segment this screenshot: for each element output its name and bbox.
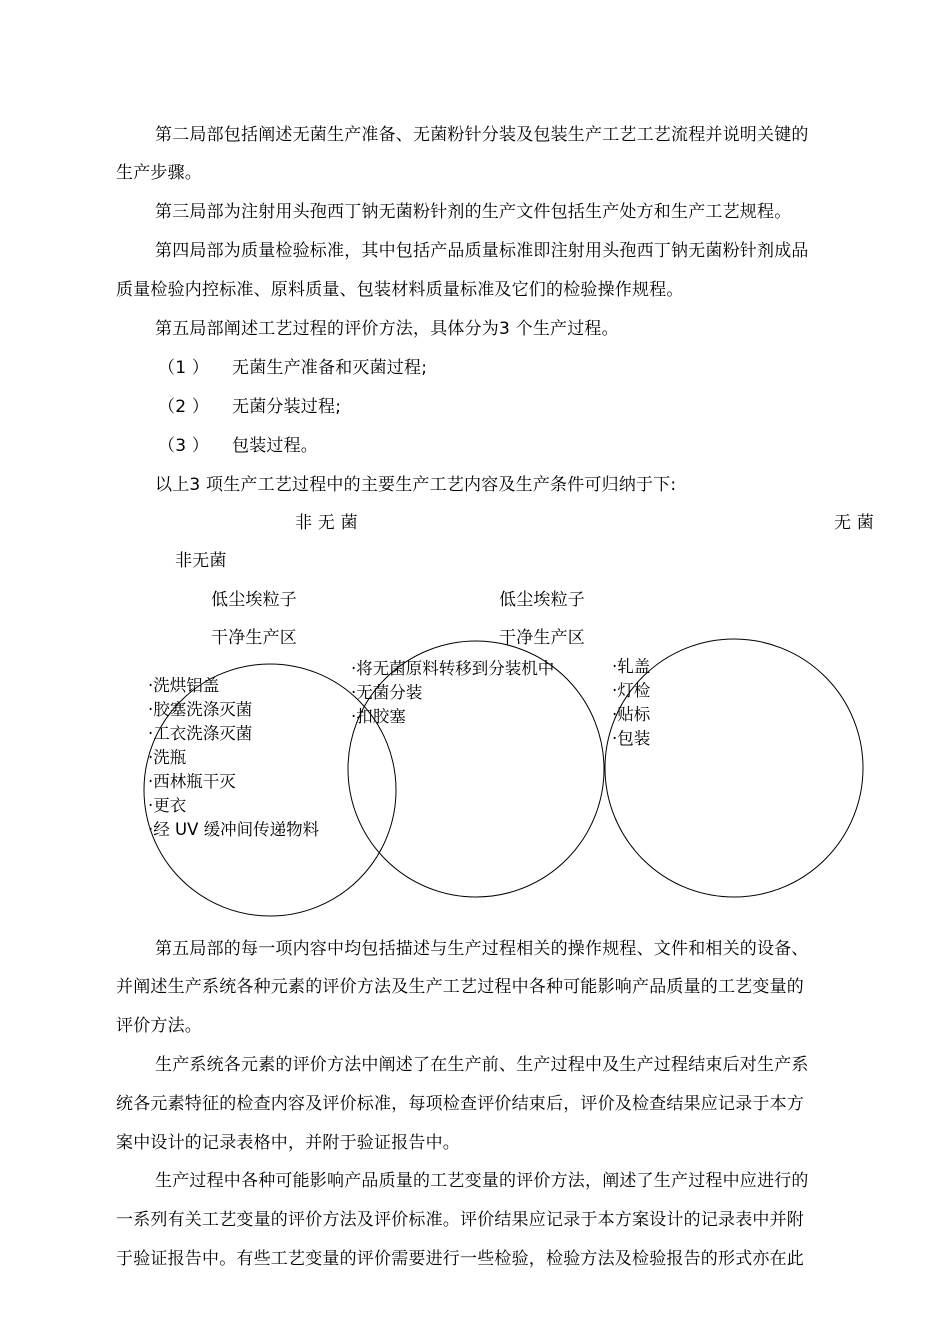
paragraph-8-line-3: 于验证报告中。有些工艺变量的评价需要进行一些检验，检验方法及检验报告的形式亦在此 [116,1249,804,1269]
paragraph-5-line-1: 第五局部阐述工艺过程的评价方法，具体分为3 个生产过程。 [155,319,619,339]
circle1-item: ·更衣 [148,796,187,815]
paragraph-7-line-3: 案中设计的记录表格中，并附于验证报告中。 [116,1133,460,1153]
paragraph-3-line-1: 第三局部为注射用头孢西丁钠无菌粉针剂的生产文件包括生产处方和生产工艺规程。 [155,202,792,222]
paragraph-8-line-1: 生产过程中各种可能影响产品质量的工艺变量的评价方法，阐述了生产过程中应进行的 [155,1171,809,1191]
paragraph-6-line-3: 评价方法。 [116,1016,202,1036]
paragraph-4-line-1: 第四局部为质量检验标准，其中包括产品质量标准即注射用头孢西丁钠无菌粉针剂成品 [155,241,809,261]
circle1-item: ·胶塞洗涤灭菌 [148,700,253,719]
label-low-dust-right: 低尘埃粒子 [499,590,585,610]
paragraph-2-line-1: 第二局部包括阐述无菌生产准备、无菌粉针分装及包装生产工艺工艺流程并说明关键的 [155,125,809,145]
circle1-item: ·洗烘铝盖 [148,676,220,695]
circle3-item: ·灯检 [612,681,651,700]
label-low-dust-left: 低尘埃粒子 [211,590,297,610]
paragraph-7-line-1: 生产系统各元素的评价方法中阐述了在生产前、生产过程中及生产过程结束后对生产系 [155,1055,809,1075]
list-item-2-number: （2 ） [158,397,210,417]
circle1-item: ·洗瓶 [148,748,187,767]
zone-label-sterile: 无 菌 [834,513,875,533]
list-item-3-text: 包装过程。 [232,436,318,456]
label-nonsterile: 非无菌 [175,551,227,571]
circle2-item: ·扣胶塞 [351,707,406,726]
paragraph-7-line-2: 统各元素特征的检查内容及评价标准，每项检查评价结束后，评价及检查结果应记录于本方 [116,1094,804,1114]
paragraph-4-line-2: 质量检验内控标准、原料质量、包装材料质量标准及它们的检验操作规程。 [116,280,684,300]
zone-label-nonsterile: 非 无 菌 [295,513,358,533]
circle3-item: ·轧盖 [612,657,651,676]
paragraph-2-line-2: 生产步骤。 [116,163,202,183]
list-item-2-text: 无菌分装过程; [232,397,342,417]
circle2-item: ·无菌分装 [351,683,423,702]
circle3-item: ·包装 [612,729,651,748]
label-clean-area-left: 干净生产区 [211,628,297,648]
paragraph-8-line-2: 一系列有关工艺变量的评价方法及评价标准。评价结果应记录于本方案设计的记录表中并附 [116,1210,804,1230]
circle3-item: ·贴标 [612,705,651,724]
circle2-item: ·将无菌原料转移到分装机中 [351,659,555,678]
paragraph-6-line-1: 第五局部的每一项内容中均包括描述与生产过程相关的操作规程、文件和相关的设备、 [155,939,809,959]
list-item-3-number: （3 ） [158,436,210,456]
list-item-1-text: 无菌生产准备和灭菌过程; [232,358,428,378]
list-item-1-number: （1 ） [158,358,210,378]
summary-line: 以上3 项生产工艺过程中的主要生产工艺内容及生产条件可归纳于下: [155,475,677,495]
label-clean-area-right: 干净生产区 [499,628,585,648]
paragraph-6-line-2: 并阐述生产系统各种元素的评价方法及生产工艺过程中各种可能影响产品质量的工艺变量的 [116,977,804,997]
circle1-item: ·西林瓶干灭 [148,772,236,791]
circle1-item: ·工衣洗涤灭菌 [148,724,253,743]
circle1-item: ·经 UV 缓冲间传递物料 [148,820,320,839]
